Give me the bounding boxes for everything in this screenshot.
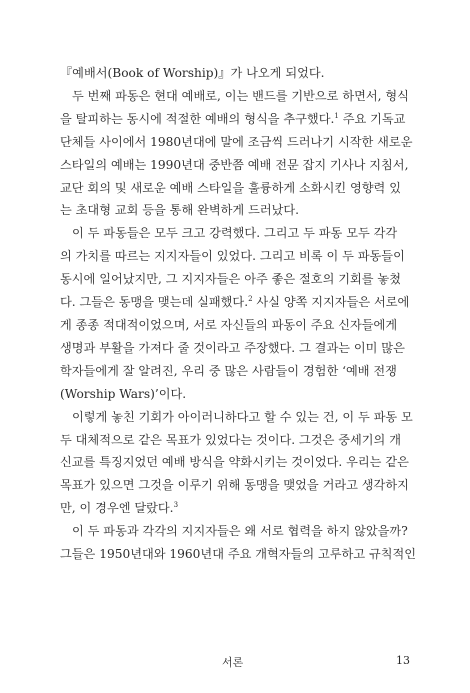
text-line bbox=[60, 451, 410, 474]
text-line bbox=[60, 199, 410, 222]
text-line-content: 이렇게 놓친 기회가 아이러니하다고 할 수 있는 건, 이 두 파동 모 bbox=[72, 409, 413, 424]
text-line bbox=[60, 429, 410, 452]
text-line bbox=[60, 222, 410, 245]
body-text bbox=[60, 62, 417, 566]
text-line-content: 이 두 파동들은 모두 크고 강력했다. 그리고 두 파동 모두 각각 bbox=[72, 226, 398, 241]
text-line bbox=[60, 85, 410, 108]
text-line bbox=[60, 406, 413, 429]
text-line bbox=[60, 383, 410, 406]
text-line-content: 교단 회의 및 새로운 예배 스타일을 훌륭하게 소화시킨 영향력 있 bbox=[60, 180, 401, 195]
footnote-marker: 2 bbox=[248, 295, 253, 304]
text-line bbox=[60, 497, 410, 520]
text-line bbox=[60, 543, 417, 566]
text-line bbox=[60, 474, 410, 497]
text-line-content: 단체들 사이에서 1980년대에 말에 조금씩 드러나기 시작한 새로운 bbox=[60, 134, 413, 149]
text-line-content: 『예배서(Book of Worship)』가 나오게 되었다. bbox=[60, 66, 325, 80]
text-line bbox=[60, 291, 410, 314]
text-line-content: 신교를 특징지었던 예배 방식을 약화시키는 것이었다. 우리는 같은 bbox=[60, 455, 409, 470]
text-line-content: 스타일의 예배는 1990년대 중반쯤 예배 전문 잡지 기사나 지침서, bbox=[60, 157, 409, 172]
text-line bbox=[60, 268, 410, 291]
text-line-content: 만, 이 경우엔 달랐다. bbox=[60, 501, 174, 516]
footnote-marker: 1 bbox=[334, 111, 339, 120]
text-line bbox=[60, 131, 413, 154]
text-line bbox=[60, 337, 410, 360]
text-line-content: 두 번째 파동은 현대 예배로, 이는 밴드를 기반으로 하면서, 형식 bbox=[72, 88, 409, 103]
text-line-content: 동시에 일어났지만, 그 지지자들은 아주 좋은 절호의 기회를 놓쳤 bbox=[60, 272, 401, 287]
text-line bbox=[60, 314, 410, 337]
text-line bbox=[60, 520, 410, 543]
text-line-tail: 주요 기독교 bbox=[338, 111, 406, 126]
text-line bbox=[60, 360, 410, 383]
text-line-content: 다. 그들은 동맹을 맺는데 실패했다. bbox=[60, 295, 249, 310]
text-line bbox=[60, 154, 410, 177]
text-line-tail: 사실 양쪽 지지자들은 서로에 bbox=[252, 295, 410, 310]
text-line-content: 목표가 있으면 그것을 이루기 위해 동맹을 맺었을 거라고 생각하지 bbox=[60, 478, 409, 493]
text-line-content: 의 가치를 따르는 지지자들이 있었다. 그리고 비록 이 두 파동들이 bbox=[60, 249, 405, 264]
footnote-marker: 3 bbox=[173, 501, 179, 510]
text-line-content: (Worship Wars)’이다. bbox=[60, 386, 187, 401]
text-line-content: 는 초대형 교회 등을 통해 완벽하게 드러났다. bbox=[60, 203, 300, 218]
page-number: 13 bbox=[396, 654, 410, 667]
text-line-content: 학자들에게 잘 알려진, 우리 중 많은 사람들이 경험한 ‘예배 전쟁 bbox=[60, 363, 397, 378]
text-line bbox=[60, 108, 410, 131]
text-line-content: 이 두 파동과 각각의 지지자들은 왜 서로 협력을 하지 않았을까? bbox=[72, 524, 408, 539]
text-line-content: 두 대체적으로 같은 목표가 있었다는 것이다. 그것은 중세기의 개 bbox=[60, 432, 401, 447]
text-line-content: 그들은 1950년대와 1960년대 주요 개혁자들의 고루하고 규칙적인 bbox=[60, 547, 417, 562]
text-line-content: 생명과 부활을 가져다 줄 것이라고 주장했다. 그 결과는 이미 많은 bbox=[60, 340, 405, 355]
text-line-content: 을 탈피하는 동시에 적절한 예배의 형식을 추구했다. bbox=[60, 111, 335, 126]
text-line bbox=[60, 245, 410, 268]
text-line bbox=[60, 62, 410, 85]
text-line bbox=[60, 177, 410, 200]
text-line-content: 게 종종 적대적이었으며, 서로 자신들의 파동이 주요 신자들에게 bbox=[60, 317, 398, 332]
running-title: 서론 bbox=[222, 656, 244, 669]
